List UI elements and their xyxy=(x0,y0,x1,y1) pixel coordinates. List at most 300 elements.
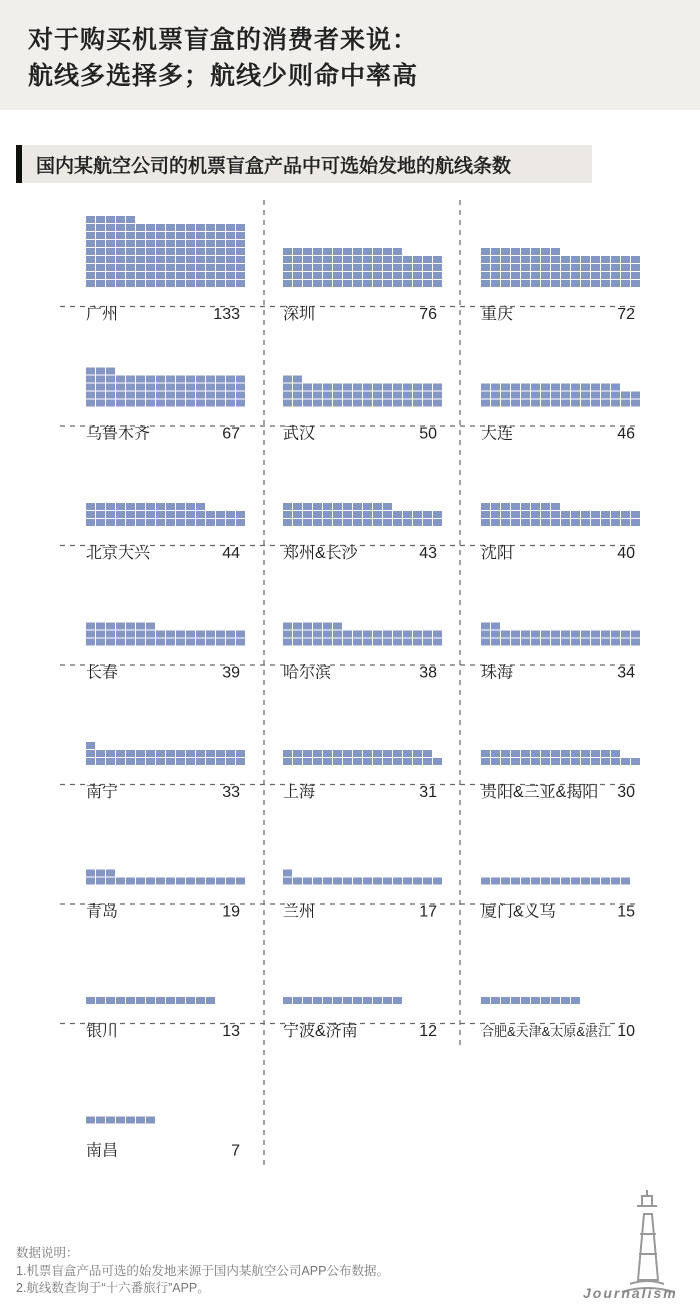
waffle-cell xyxy=(216,639,225,646)
waffle-cell xyxy=(521,392,530,399)
waffle-cell xyxy=(156,240,165,247)
waffle-cell xyxy=(136,232,145,239)
waffle-item xyxy=(481,878,635,921)
waffle-cell xyxy=(501,384,510,391)
waffle-cell xyxy=(363,384,372,391)
waffle-cell xyxy=(106,997,115,1004)
item-value: 72 xyxy=(617,306,635,323)
waffle-cell xyxy=(96,870,105,877)
waffle-cell xyxy=(126,639,135,646)
waffle-cell xyxy=(283,997,292,1004)
waffle-cell xyxy=(373,256,382,263)
waffle-cell xyxy=(343,639,352,646)
waffle-cell xyxy=(621,392,630,399)
waffle-cell xyxy=(226,264,235,271)
waffle-cell xyxy=(196,272,205,279)
waffle-item xyxy=(86,742,245,801)
waffle-cell xyxy=(571,256,580,263)
waffle-cell xyxy=(196,232,205,239)
waffle-cell xyxy=(196,280,205,287)
waffle-cell xyxy=(136,519,145,526)
waffle-cell xyxy=(176,631,185,638)
waffle-cell xyxy=(333,623,342,630)
waffle-cell xyxy=(551,511,560,518)
waffle-cell xyxy=(481,392,490,399)
waffle-cell xyxy=(283,631,292,638)
waffle-cell xyxy=(541,503,550,510)
waffle-cell xyxy=(393,256,402,263)
waffle-cell xyxy=(136,503,145,510)
waffle-cell xyxy=(96,511,105,518)
waffle-cell xyxy=(126,1117,135,1124)
waffle-cell xyxy=(156,997,165,1004)
waffle-cell xyxy=(393,511,402,518)
waffle-cell xyxy=(363,758,372,765)
waffle-cell xyxy=(631,280,640,287)
waffle-cell xyxy=(551,248,560,255)
waffle-cell xyxy=(531,503,540,510)
waffle-cell xyxy=(196,639,205,646)
waffle-cell xyxy=(176,240,185,247)
waffle-cell xyxy=(226,750,235,757)
waffle-cell xyxy=(106,400,115,407)
waffle-cell xyxy=(621,280,630,287)
waffle-cell xyxy=(216,240,225,247)
waffle-cell xyxy=(383,256,392,263)
waffle-cell xyxy=(236,272,245,279)
item-value: 46 xyxy=(617,425,635,443)
waffle-cell xyxy=(186,511,195,518)
waffle-cell xyxy=(433,384,442,391)
waffle-cell xyxy=(383,264,392,271)
waffle-cell xyxy=(106,264,115,271)
waffle-cell xyxy=(501,256,510,263)
waffle-cell xyxy=(363,997,372,1004)
waffle-cell xyxy=(283,280,292,287)
waffle-cell xyxy=(116,1117,125,1124)
waffle-cell xyxy=(511,248,520,255)
waffle-cell xyxy=(176,272,185,279)
waffle-cell xyxy=(561,511,570,518)
waffle-cell xyxy=(353,272,362,279)
waffle-cell xyxy=(491,623,500,630)
waffle-cell xyxy=(136,376,145,383)
waffle-cell xyxy=(581,758,590,765)
waffle-cell xyxy=(166,639,175,646)
waffle-item xyxy=(481,623,640,682)
waffle-cell xyxy=(166,384,175,391)
waffle-item xyxy=(481,997,635,1040)
waffle-cell xyxy=(611,272,620,279)
waffle-cell xyxy=(541,750,550,757)
waffle-cell xyxy=(581,511,590,518)
waffle-cell xyxy=(581,519,590,526)
waffle-cell xyxy=(283,639,292,646)
waffle-cell xyxy=(303,758,312,765)
waffle-cell xyxy=(196,997,205,1004)
waffle-cell xyxy=(363,750,372,757)
waffle-cell xyxy=(146,639,155,646)
waffle-cell xyxy=(363,280,372,287)
waffle-cell xyxy=(551,384,560,391)
waffle-cell xyxy=(551,631,560,638)
waffle-cell xyxy=(323,519,332,526)
item-label: 上海 xyxy=(283,784,316,801)
waffle-cell xyxy=(293,750,302,757)
waffle-cell xyxy=(413,750,422,757)
waffle-cell xyxy=(621,272,630,279)
waffle-cell xyxy=(96,623,105,630)
waffle-cell xyxy=(323,280,332,287)
waffle-cell xyxy=(303,997,312,1004)
waffle-cell xyxy=(403,272,412,279)
waffle-cell xyxy=(176,384,185,391)
waffle-cell xyxy=(501,280,510,287)
waffle-cell xyxy=(541,511,550,518)
waffle-cell xyxy=(481,997,490,1004)
waffle-cell xyxy=(561,392,570,399)
waffle-cell xyxy=(226,400,235,407)
waffle-item xyxy=(86,503,245,562)
waffle-item xyxy=(481,503,640,562)
waffle-cell xyxy=(116,758,125,765)
waffle-cell xyxy=(313,997,322,1004)
waffle-cell xyxy=(96,997,105,1004)
waffle-cell xyxy=(491,878,500,885)
waffle-cell xyxy=(86,1117,95,1124)
waffle-cell xyxy=(363,503,372,510)
item-value: 30 xyxy=(617,784,635,801)
waffle-cell xyxy=(353,631,362,638)
waffle-cell xyxy=(313,623,322,630)
item-label: 兰州 xyxy=(283,903,316,921)
waffle-cell xyxy=(156,511,165,518)
waffle-cell xyxy=(551,256,560,263)
waffle-cell xyxy=(96,639,105,646)
waffle-cell xyxy=(156,400,165,407)
waffle-cell xyxy=(166,503,175,510)
waffle-cell xyxy=(86,878,95,885)
waffle-cell xyxy=(156,232,165,239)
waffle-cell xyxy=(383,758,392,765)
waffle-cell xyxy=(511,384,520,391)
waffle-cell xyxy=(393,519,402,526)
waffle-cell xyxy=(501,272,510,279)
waffle-cell xyxy=(283,519,292,526)
waffle-cell xyxy=(106,750,115,757)
waffle-cell xyxy=(541,758,550,765)
waffle-cell xyxy=(551,264,560,271)
waffle-cell xyxy=(601,750,610,757)
waffle-cell xyxy=(126,392,135,399)
waffle-cell xyxy=(413,519,422,526)
waffle-cell xyxy=(413,264,422,271)
waffle-cell xyxy=(611,639,620,646)
waffle-cell xyxy=(423,264,432,271)
waffle-cell xyxy=(423,400,432,407)
item-label: 深圳 xyxy=(283,306,316,323)
waffle-cell xyxy=(481,750,490,757)
waffle-cell xyxy=(521,511,530,518)
waffle-cell xyxy=(86,376,95,383)
waffle-cell xyxy=(323,248,332,255)
waffle-cell xyxy=(601,631,610,638)
waffle-cell xyxy=(106,503,115,510)
waffle-cell xyxy=(323,631,332,638)
item-label: 广州 xyxy=(86,306,119,323)
waffle-cell xyxy=(383,400,392,407)
waffle-cell xyxy=(531,631,540,638)
waffle-item xyxy=(283,376,442,443)
waffle-cell xyxy=(293,272,302,279)
waffle-cell xyxy=(236,631,245,638)
waffle-cell xyxy=(611,631,620,638)
waffle-cell xyxy=(393,272,402,279)
waffle-cell xyxy=(413,400,422,407)
waffle-cell xyxy=(186,272,195,279)
waffle-cell xyxy=(216,272,225,279)
waffle-cell xyxy=(186,392,195,399)
waffle-cell xyxy=(423,878,432,885)
waffle-cell xyxy=(501,750,510,757)
waffle-cell xyxy=(631,264,640,271)
waffle-cell xyxy=(96,384,105,391)
waffle-cell xyxy=(136,272,145,279)
waffle-cell xyxy=(433,400,442,407)
waffle-cell xyxy=(591,758,600,765)
waffle-cell xyxy=(621,631,630,638)
waffle-cell xyxy=(521,384,530,391)
waffle-cell xyxy=(521,400,530,407)
waffle-cell xyxy=(581,878,590,885)
waffle-cell xyxy=(126,750,135,757)
waffle-cell xyxy=(591,519,600,526)
waffle-cell xyxy=(176,400,185,407)
waffle-cell xyxy=(206,392,215,399)
waffle-cell xyxy=(481,400,490,407)
waffle-cell xyxy=(511,997,520,1004)
waffle-cell xyxy=(126,623,135,630)
waffle-cell xyxy=(96,272,105,279)
waffle-cell xyxy=(621,519,630,526)
waffle-cell xyxy=(621,878,630,885)
waffle-cell xyxy=(146,376,155,383)
waffle-cell xyxy=(531,248,540,255)
waffle-cell xyxy=(206,264,215,271)
waffle-cell xyxy=(491,400,500,407)
waffle-cell xyxy=(106,248,115,255)
waffle-cell xyxy=(186,519,195,526)
waffle-cell xyxy=(393,248,402,255)
waffle-cell xyxy=(531,384,540,391)
waffle-cell xyxy=(146,519,155,526)
waffle-cell xyxy=(146,256,155,263)
waffle-cell xyxy=(571,639,580,646)
waffle-cell xyxy=(531,997,540,1004)
waffle-cell xyxy=(186,248,195,255)
waffle-cell xyxy=(541,519,550,526)
waffle-cell xyxy=(126,758,135,765)
waffle-cell xyxy=(571,264,580,271)
waffle-cell xyxy=(96,216,105,223)
waffle-cell xyxy=(393,758,402,765)
waffle-cell xyxy=(591,280,600,287)
waffle-cell xyxy=(491,272,500,279)
waffle-cell xyxy=(323,264,332,271)
notes-line-2: 2.航线数查询于“十六番旅行”APP。 xyxy=(16,1281,210,1295)
waffle-cell xyxy=(96,240,105,247)
item-label: 南昌 xyxy=(86,1142,119,1160)
waffle-cell xyxy=(541,384,550,391)
waffle-cell xyxy=(531,878,540,885)
waffle-cell xyxy=(333,280,342,287)
waffle-cell xyxy=(196,503,205,510)
waffle-cell xyxy=(96,631,105,638)
waffle-cell xyxy=(551,639,560,646)
waffle-cell xyxy=(481,264,490,271)
waffle-cell xyxy=(146,240,155,247)
waffle-cell xyxy=(166,997,175,1004)
waffle-cell xyxy=(126,224,135,231)
waffle-cell xyxy=(106,376,115,383)
waffle-cell xyxy=(126,384,135,391)
waffle-cell xyxy=(156,248,165,255)
waffle-cell xyxy=(383,511,392,518)
waffle-cell xyxy=(521,758,530,765)
waffle-cell xyxy=(196,384,205,391)
waffle-cell xyxy=(166,519,175,526)
waffle-cell xyxy=(176,511,185,518)
waffle-cell xyxy=(343,758,352,765)
waffle-cell xyxy=(216,511,225,518)
waffle-cell xyxy=(116,623,125,630)
waffle-cell xyxy=(353,997,362,1004)
waffle-cell xyxy=(571,878,580,885)
waffle-cell xyxy=(96,1117,105,1124)
waffle-cell xyxy=(333,400,342,407)
waffle-cell xyxy=(551,392,560,399)
waffle-item xyxy=(86,997,240,1040)
waffle-cell xyxy=(116,392,125,399)
waffle-cell xyxy=(481,280,490,287)
waffle-cell xyxy=(156,376,165,383)
waffle-cell xyxy=(561,400,570,407)
waffle-cell xyxy=(176,519,185,526)
waffle-cell xyxy=(393,384,402,391)
waffle-cell xyxy=(621,511,630,518)
waffle-cell xyxy=(186,264,195,271)
waffle-cell xyxy=(86,248,95,255)
waffle-cell xyxy=(403,750,412,757)
waffle-cell xyxy=(393,750,402,757)
waffle-cell xyxy=(313,750,322,757)
waffle-cell xyxy=(501,631,510,638)
waffle-cell xyxy=(413,639,422,646)
waffle-cell xyxy=(423,256,432,263)
waffle-cell xyxy=(373,384,382,391)
waffle-cell xyxy=(126,878,135,885)
waffle-cell xyxy=(343,519,352,526)
waffle-cell xyxy=(126,240,135,247)
waffle-cell xyxy=(136,400,145,407)
waffle-cell xyxy=(481,519,490,526)
waffle-cell xyxy=(343,264,352,271)
waffle-cell xyxy=(166,878,175,885)
item-value: 19 xyxy=(222,903,240,921)
waffle-cell xyxy=(521,272,530,279)
waffle-cell xyxy=(591,631,600,638)
waffle-cell xyxy=(96,368,105,375)
waffle-cell xyxy=(591,400,600,407)
waffle-cell xyxy=(323,997,332,1004)
waffle-cell xyxy=(363,878,372,885)
waffle-cell xyxy=(581,750,590,757)
waffle-cell xyxy=(293,997,302,1004)
waffle-cell xyxy=(353,750,362,757)
waffle-cell xyxy=(571,997,580,1004)
waffle-cell xyxy=(226,758,235,765)
waffle-cell xyxy=(323,272,332,279)
waffle-cell xyxy=(216,750,225,757)
waffle-cell xyxy=(541,400,550,407)
waffle-cell xyxy=(333,272,342,279)
waffle-cell xyxy=(323,511,332,518)
waffle-cell xyxy=(601,758,610,765)
waffle-cell xyxy=(373,272,382,279)
waffle-cell xyxy=(363,264,372,271)
waffle-cell xyxy=(216,878,225,885)
waffle-cell xyxy=(293,758,302,765)
waffle-cell xyxy=(216,758,225,765)
waffle-cell xyxy=(631,631,640,638)
item-label: 北京大兴 xyxy=(86,545,151,562)
waffle-cell xyxy=(531,758,540,765)
waffle-cell xyxy=(146,631,155,638)
waffle-cell xyxy=(196,519,205,526)
waffle-cell xyxy=(403,392,412,399)
waffle-cell xyxy=(481,878,490,885)
page-title-line1: 对于购买机票盲盒的消费者来说： xyxy=(28,26,419,54)
waffle-cell xyxy=(156,264,165,271)
waffle-cell xyxy=(571,758,580,765)
waffle-cell xyxy=(86,240,95,247)
waffle-cell xyxy=(136,750,145,757)
item-value: 76 xyxy=(419,306,437,323)
waffle-cell xyxy=(146,1117,155,1124)
waffle-cell xyxy=(136,264,145,271)
waffle-cell xyxy=(353,503,362,510)
waffle-cell xyxy=(491,750,500,757)
waffle-cell xyxy=(206,232,215,239)
waffle-cell xyxy=(196,631,205,638)
waffle-cell xyxy=(303,623,312,630)
waffle-cell xyxy=(611,264,620,271)
waffle-cell xyxy=(521,997,530,1004)
item-value: 39 xyxy=(222,664,240,682)
waffle-cell xyxy=(206,758,215,765)
waffle-cell xyxy=(283,376,292,383)
waffle-cell xyxy=(116,280,125,287)
waffle-cell xyxy=(166,511,175,518)
waffle-cell xyxy=(116,376,125,383)
waffle-cell xyxy=(126,216,135,223)
waffle-cell xyxy=(186,631,195,638)
waffle-cell xyxy=(561,256,570,263)
waffle-cell xyxy=(551,272,560,279)
item-label: 贵阳&三亚&揭阳 xyxy=(481,784,599,801)
waffle-cell xyxy=(293,384,302,391)
waffle-cell xyxy=(611,519,620,526)
